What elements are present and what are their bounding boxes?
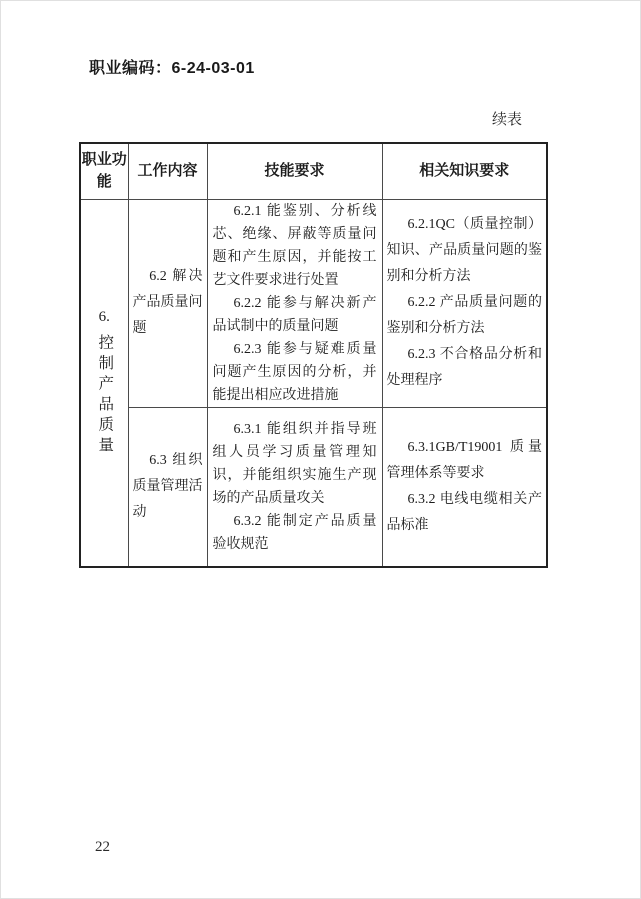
- skill-item: 6.2.3 能参与疑难质量问题产生原因的分析，并能提出相应改进措施: [212, 341, 377, 403]
- col-header-function: 职业功能: [80, 143, 128, 199]
- table-row: [80, 407, 547, 567]
- knowledge-item: 6.3.2 电线电缆相关产品标准: [386, 491, 542, 533]
- function-cell: [80, 199, 128, 567]
- skills-cell: [207, 407, 382, 567]
- table-row: [80, 199, 547, 407]
- col-header-skills: 技能要求: [207, 143, 382, 199]
- skills-cell: [207, 199, 382, 407]
- work-content-text: 6.2 解决产品质量问题: [132, 269, 203, 336]
- work-content-cell: [128, 199, 207, 407]
- work-content-text: 6.3 组织质量管理活动: [132, 452, 203, 520]
- occupational-standard-table: [79, 142, 548, 568]
- occupation-code-label: 职业编码：6-24-03-01: [89, 60, 255, 77]
- page-number: 22: [95, 839, 110, 855]
- col-header-knowledge: 相关知识要求: [382, 143, 547, 199]
- function-label: [81, 309, 128, 457]
- knowledge-cell: [382, 199, 547, 407]
- function-number: 6.: [98, 308, 110, 325]
- knowledge-item: 6.2.3 不合格品分析和处理程序: [386, 347, 542, 388]
- col-header-work-content: 工作内容: [128, 143, 207, 199]
- function-name: 控制产品质量: [96, 333, 114, 457]
- knowledge-item: 6.3.1GB/T19001 质量管理体系等要求: [386, 439, 542, 481]
- skill-item: 6.2.2 能参与解决新产品试制中的质量问题: [212, 295, 377, 334]
- knowledge-item: 6.2.1QC（质量控制）知识、产品质量问题的鉴别和分析方法: [386, 217, 542, 284]
- work-content-cell: [128, 407, 207, 567]
- continued-table-label: 续表: [491, 112, 522, 128]
- skill-item: 6.3.2 能制定产品质量验收规范: [212, 513, 377, 552]
- knowledge-cell: [382, 407, 547, 567]
- table-header-row: [80, 143, 547, 199]
- skill-item: 6.3.1 能组织并指导班组人员学习质量管理知识，并能组织实施生产现场的产品质量攻关: [212, 421, 377, 506]
- knowledge-item: 6.2.2 产品质量问题的鉴别和分析方法: [386, 295, 542, 336]
- skill-item: 6.2.1 能鉴别、分析线芯、绝缘、屏蔽等质量问题和产生原因，并能按工艺文件要求进行处置: [212, 203, 377, 288]
